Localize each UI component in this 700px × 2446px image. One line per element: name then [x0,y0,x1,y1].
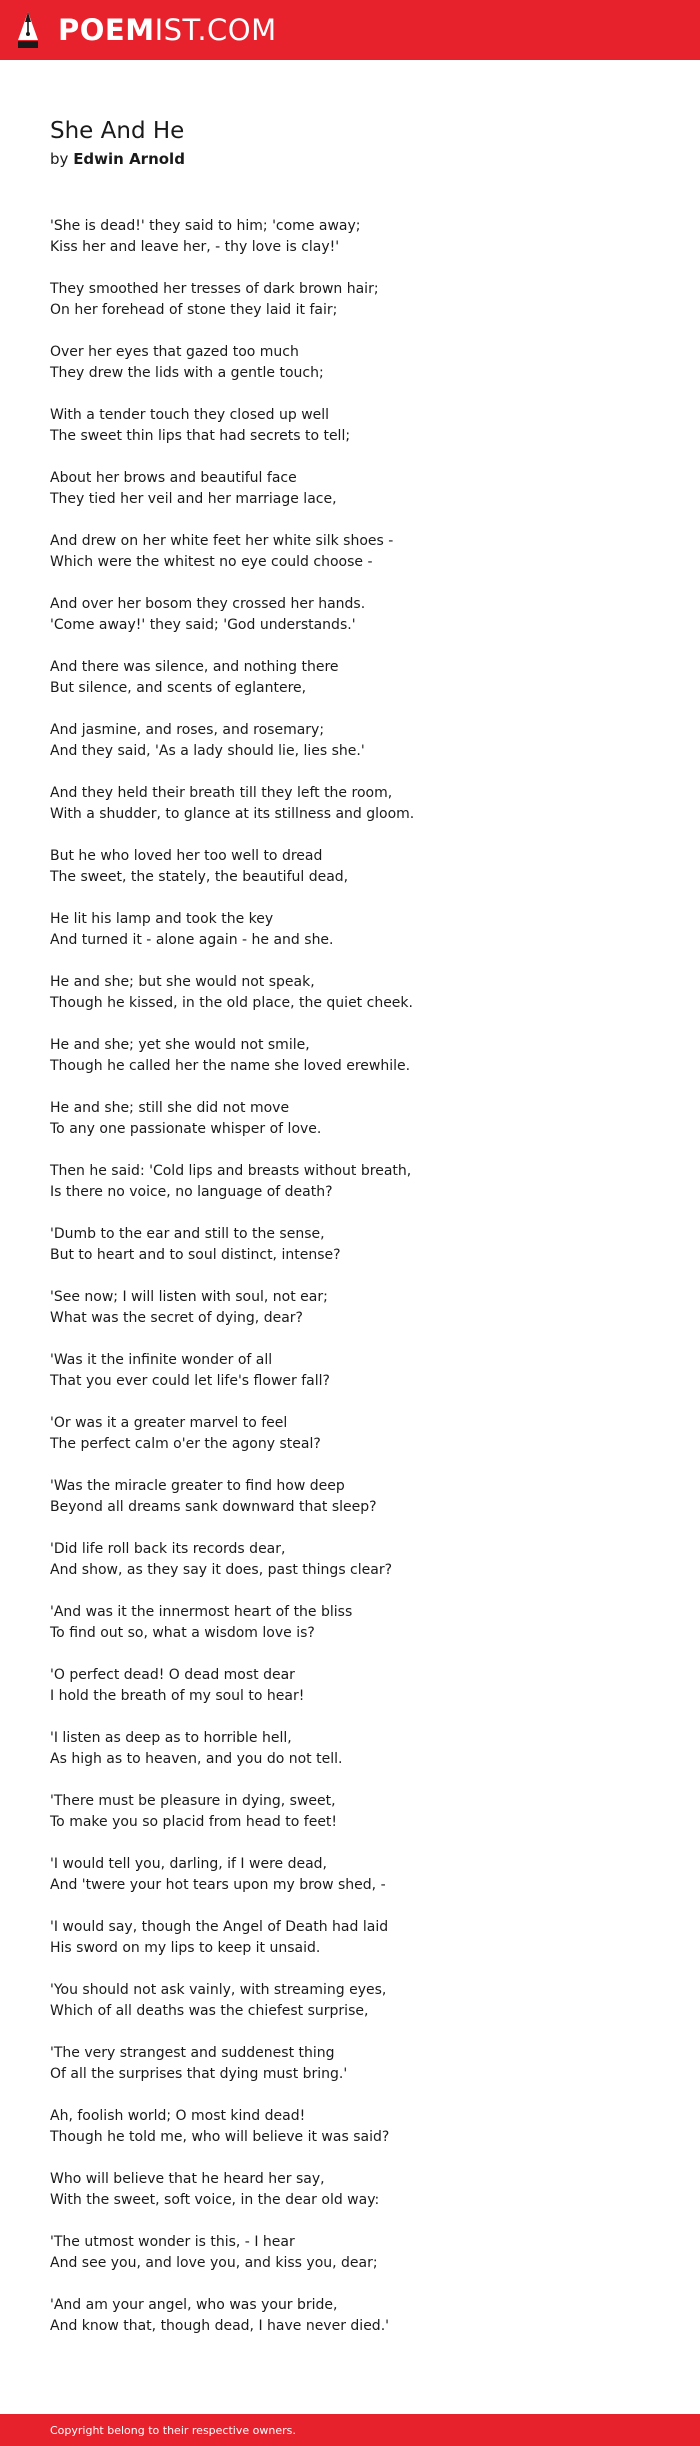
poem-line: They drew the lids with a gentle touch; [50,365,324,381]
poem-title: She And He [50,118,185,144]
poem-line: With a shudder, to glance at its stillness and gloom. [50,806,415,822]
poem-line: Which were the whitest no eye could choose - [50,554,373,570]
poem-stanza [50,2043,650,2085]
poem-line: To any one passionate whisper of love. [50,1121,322,1137]
poem-line: On her forehead of stone they laid it fair; [50,302,338,318]
poem-stanza [50,657,650,699]
poem-stanza [50,216,650,258]
poem-line: They smoothed her tresses of dark brown hair; [50,281,379,297]
poem-stanza [50,1287,650,1329]
poem-line: 'O perfect dead! O dead most dear [50,1667,295,1683]
poem-line: He and she; still she did not move [50,1100,290,1116]
poem-stanza [50,1917,650,1959]
poem-line: Which of all deaths was the chiefest surprise, [50,2003,369,2019]
poem-line: The perfect calm o'er the agony steal? [50,1436,321,1452]
poem-stanza [50,2295,650,2337]
pen-nib-icon[interactable] [16,10,40,50]
poem-stanza [50,783,650,825]
poem-line: As high as to heaven, and you do not tell. [50,1751,343,1767]
site-footer [0,2414,700,2446]
poem-line: And know that, though dead, I have never died.' [50,2318,389,2334]
poem-line: And show, as they say it does, past things clear? [50,1562,393,1578]
poem-stanza [50,1098,650,1140]
poem-stanza [50,1854,650,1896]
poem-stanza [50,1035,650,1077]
poem-line: The sweet thin lips that had secrets to tell; [50,428,351,444]
poem-line: With the sweet, soft voice, in the dear old way: [50,2192,380,2208]
poem-stanza [50,1980,650,2022]
author-name: Edwin Arnold [73,150,185,168]
poem-line: What was the secret of dying, dear? [50,1310,303,1326]
poem-line: And drew on her white feet her white silk shoes - [50,533,394,549]
poem-line: And there was silence, and nothing there [50,659,339,675]
poem-stanza [50,1224,650,1266]
poem-stanza [50,2232,650,2274]
poem-stanza [50,909,650,951]
poem-line: And turned it - alone again - he and she. [50,932,334,948]
poem-line: And 'twere your hot tears upon my brow shed, - [50,1877,386,1893]
byline [50,148,650,170]
poem-line: The sweet, the stately, the beautiful dead, [50,869,349,885]
poem-line: 'I listen as deep as to horrible hell, [50,1730,292,1746]
poem-line: And see you, and love you, and kiss you, dear; [50,2255,378,2271]
poem-line: 'Dumb to the ear and still to the sense, [50,1226,325,1242]
poem-line: With a tender touch they closed up well [50,407,330,423]
poem-line: And over her bosom they crossed her hands. [50,596,366,612]
poem-stanza [50,405,650,447]
poem-line: Kiss her and leave her, - thy love is clay!' [50,239,340,255]
poem-line: Though he told me, who will believe it was said? [50,2129,390,2145]
poem-line: Who will believe that he heard her say, [50,2171,325,2187]
poem-line: And they said, 'As a lady should lie, lies she.' [50,743,365,759]
poem-line: Though he kissed, in the old place, the quiet cheek. [50,995,413,1011]
poem-line: 'There must be pleasure in dying, sweet, [50,1793,336,1809]
poem-line: But to heart and to soul distinct, intense? [50,1247,341,1263]
poem-stanza [50,2169,650,2211]
site-header [0,0,700,60]
poem-line: About her brows and beautiful face [50,470,297,486]
poem-line: Is there no voice, no language of death? [50,1184,333,1200]
poem-line: He and she; but she would not speak, [50,974,315,990]
poem-stanza [50,1413,650,1455]
poem-stanza [50,1728,650,1770]
poem-stanza [50,1161,650,1203]
poem-line: 'And am your angel, who was your bride, [50,2297,338,2313]
poem-line: Ah, foolish world; O most kind dead! [50,2108,306,2124]
logo-bold-text: POEM [58,12,155,47]
poem-stanza [50,531,650,573]
poem-body [50,216,650,2337]
poem-line: And they held their breath till they left the room, [50,785,393,801]
poem-line: His sword on my lips to keep it unsaid. [50,1940,321,1956]
poem-line: 'The very strangest and suddenest thing [50,2045,335,2061]
poem-line: 'And was it the innermost heart of the bliss [50,1604,353,1620]
poem-stanza [50,1665,650,1707]
poem-line: But silence, and scents of eglantere, [50,680,307,696]
poem-line: He lit his lamp and took the key [50,911,274,927]
poem-line: And jasmine, and roses, and rosemary; [50,722,325,738]
logo-thin-text: IST.COM [154,12,277,47]
poem-stanza [50,846,650,888]
poem-line: 'See now; I will listen with soul, not ear; [50,1289,328,1305]
copyright-text: Copyright belong to their respective owners. [50,2423,296,2437]
poem-line: To find out so, what a wisdom love is? [50,1625,315,1641]
poem-line: 'Was it the infinite wonder of all [50,1352,273,1368]
poem-article [50,116,650,2358]
poem-line: Of all the surprises that dying must bring.' [50,2066,348,2082]
poem-line: 'She is dead!' they said to him; 'come away; [50,218,361,234]
poem-line: But he who loved her too well to dread [50,848,323,864]
poem-line: 'Was the miracle greater to find how deep [50,1478,345,1494]
poem-line: He and she; yet she would not smile, [50,1037,310,1053]
poem-line: To make you so placid from head to feet! [50,1814,338,1830]
poem-line: They tied her veil and her marriage lace, [50,491,337,507]
poem-line: Though he called her the name she loved erewhile. [50,1058,411,1074]
poem-line: 'The utmost wonder is this, - I hear [50,2234,295,2250]
poem-line: 'Come away!' they said; 'God understands.' [50,617,356,633]
poem-stanza [50,2106,650,2148]
poem-stanza [50,342,650,384]
poem-stanza [50,1791,650,1833]
site-logo[interactable] [58,12,277,47]
poem-stanza [50,1350,650,1392]
poem-stanza [50,972,650,1014]
poem-line: 'I would say, though the Angel of Death had laid [50,1919,389,1935]
poem-line: Over her eyes that gazed too much [50,344,299,360]
poem-stanza [50,720,650,762]
poem-line: That you ever could let life's flower fall? [50,1373,330,1389]
poem-stanza [50,1602,650,1644]
poem-line: Then he said: 'Cold lips and breasts without breath, [50,1163,412,1179]
poem-stanza [50,594,650,636]
poem-line: I hold the breath of my soul to hear! [50,1688,305,1704]
poem-stanza [50,1539,650,1581]
poem-stanza [50,279,650,321]
poem-stanza [50,1476,650,1518]
poem-line: 'Did life roll back its records dear, [50,1541,286,1557]
poem-line: 'I would tell you, darling, if I were dead, [50,1856,327,1872]
poem-line: 'You should not ask vainly, with streaming eyes, [50,1982,387,1998]
poem-stanza [50,468,650,510]
poem-line: 'Or was it a greater marvel to feel [50,1415,288,1431]
poem-line: Beyond all dreams sank downward that sleep? [50,1499,377,1515]
by-label: by [50,150,69,168]
